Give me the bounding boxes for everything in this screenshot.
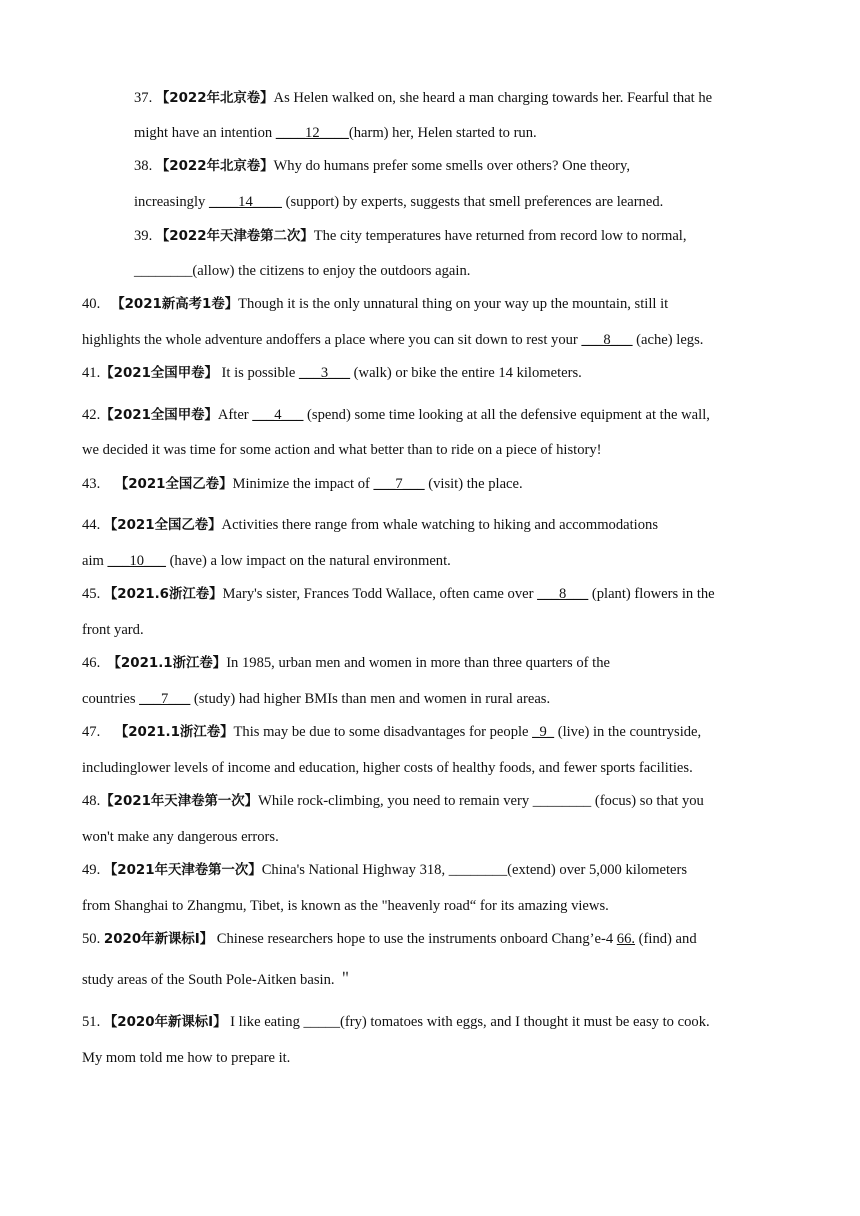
question-51-line-1 xyxy=(82,1012,710,1033)
question-50-line-2 xyxy=(82,970,353,990)
question-49-line-1 xyxy=(82,860,687,881)
question-number: 49. xyxy=(82,862,101,878)
question-source: 【2021.6浙江卷】 xyxy=(103,587,223,602)
question-text: (support) by experts, suggests that smell preferences are learned. xyxy=(281,194,664,210)
question-text: After xyxy=(217,407,253,423)
question-text: Chinese researchers hope to use the instruments onboard Chang’e-4 xyxy=(213,931,617,947)
question-source: 【2020年新课标Ⅰ】 xyxy=(103,1015,227,1030)
question-text: (ache) legs. xyxy=(632,332,704,348)
question-text: Activities there range from whale watching to hiking and accommodations xyxy=(221,517,658,533)
question-50-line-1 xyxy=(82,929,697,950)
question-number: 42. xyxy=(82,407,101,423)
question-source: 【2021全国乙卷】 xyxy=(103,518,222,533)
question-47-line-1 xyxy=(82,722,701,743)
question-39-line-1 xyxy=(134,226,687,247)
question-text: ________(allow) the citizens to enjoy the outdoors again. xyxy=(134,263,471,279)
question-text: increasingly xyxy=(134,194,209,210)
question-43-line-1 xyxy=(82,474,523,495)
question-text: China's National Highway 318, ________(extend) over 5,000 kilometers xyxy=(261,862,688,878)
question-number: 37. xyxy=(134,90,153,106)
question-48-line-2 xyxy=(82,827,279,847)
question-text: includinglower levels of income and education, higher costs of healthy foods, and fewer sports facilities. xyxy=(82,760,693,776)
answer-blank: ___7___ xyxy=(373,476,425,492)
answer-blank: ____12____ xyxy=(275,125,349,141)
question-text: might have an intention xyxy=(134,125,276,141)
question-number: 38. xyxy=(134,158,153,174)
question-text: study areas of the South Pole-Aitken basin. ＂ xyxy=(82,972,353,988)
question-text: (plant) flowers in the xyxy=(588,586,715,602)
question-source: 【2021新高考1卷】 xyxy=(111,297,239,312)
question-38-line-2 xyxy=(134,192,663,212)
question-source: 【2021.1浙江卷】 xyxy=(114,725,234,740)
question-text: While rock-climbing, you need to remain very ________ (focus) so that you xyxy=(258,793,704,809)
question-45-line-1 xyxy=(82,584,715,605)
question-text: (spend) some time looking at all the defensive equipment at the wall, xyxy=(303,407,710,423)
question-49-line-2 xyxy=(82,896,609,916)
question-source: 【2021全国甲卷】 xyxy=(100,408,218,423)
question-number: 44. xyxy=(82,517,101,533)
question-text: (visit) the place. xyxy=(424,476,523,492)
question-text: (have) a low impact on the natural environment. xyxy=(165,553,451,569)
answer-blank: ___3___ xyxy=(298,365,351,381)
question-37-line-1 xyxy=(134,88,712,109)
question-51-line-2 xyxy=(82,1048,290,1068)
answer-blank: ___7___ xyxy=(139,691,191,707)
question-text: highlights the whole adventure andoffers a place where you can sit down to rest your xyxy=(82,332,582,348)
question-source: 【2021全国乙卷】 xyxy=(114,477,233,492)
question-44-line-1 xyxy=(82,515,658,536)
question-text: This may be due to some disadvantages for people xyxy=(233,724,533,740)
question-text: I like eating _____(fry) tomatoes with eggs, and I thought it must be easy to cook. xyxy=(226,1014,710,1030)
question-number: 48. xyxy=(82,793,101,809)
question-text: (walk) or bike the entire 14 kilometers. xyxy=(350,365,582,381)
question-number: 47. xyxy=(82,724,101,740)
question-38-line-1 xyxy=(134,156,630,177)
answer-blank: _9_ xyxy=(532,724,555,740)
question-41-line-1 xyxy=(82,363,582,384)
answer-blank: ____14____ xyxy=(208,194,282,210)
question-text: It is possible xyxy=(217,365,299,381)
question-source: 2020年新课标Ⅰ】 xyxy=(103,932,214,947)
question-46-line-1 xyxy=(82,653,610,674)
question-text: Though it is the only unnatural thing on your way up the mountain, still it xyxy=(238,296,669,312)
question-text: The city temperatures have returned from record low to normal, xyxy=(313,228,687,244)
question-44-line-2 xyxy=(82,551,451,571)
question-source: 【2021全国甲卷】 xyxy=(100,366,218,381)
question-text: won't make any dangerous errors. xyxy=(82,829,279,845)
question-source: 【2021.1浙江卷】 xyxy=(107,656,227,671)
question-40-line-2 xyxy=(82,330,703,350)
question-source: 【2021年天津卷第一次】 xyxy=(103,863,262,878)
question-number: 41. xyxy=(82,365,101,381)
question-text: front yard. xyxy=(82,622,144,638)
answer-blank: 66. xyxy=(616,931,636,947)
question-source: 【2022年北京卷】 xyxy=(155,159,274,174)
question-text: we decided it was time for some action and what better than to ride on a piece of history! xyxy=(82,442,602,458)
question-number: 45. xyxy=(82,586,101,602)
question-46-line-2 xyxy=(82,689,550,709)
question-text: countries xyxy=(82,691,140,707)
question-text: My mom told me how to prepare it. xyxy=(82,1050,291,1066)
question-text: (harm) her, Helen started to run. xyxy=(348,125,537,141)
question-source: 【2021年天津卷第一次】 xyxy=(100,794,259,809)
question-text: from Shanghai to Zhangmu, Tibet, is known as the "heavenly road“ for its amazing views. xyxy=(82,898,609,914)
answer-blank: ___8___ xyxy=(581,332,633,348)
question-text: (study) had higher BMIs than men and women in rural areas. xyxy=(190,691,551,707)
question-source: 【2022年北京卷】 xyxy=(155,91,274,106)
answer-blank: ___10___ xyxy=(107,553,166,569)
question-number: 51. xyxy=(82,1014,101,1030)
question-text: (find) and xyxy=(635,931,697,947)
question-number: 40. xyxy=(82,296,101,312)
question-text: In 1985, urban men and women in more than three quarters of the xyxy=(226,655,610,671)
question-text: Mary's sister, Frances Todd Wallace, often came over xyxy=(222,586,538,602)
question-number: 46. xyxy=(82,655,101,671)
question-47-line-2 xyxy=(82,758,693,778)
question-text: As Helen walked on, she heard a man charging towards her. Fearful that he xyxy=(273,90,713,106)
question-number: 43. xyxy=(82,476,101,492)
question-37-line-2 xyxy=(134,123,537,143)
question-48-line-1 xyxy=(82,791,704,812)
question-40-line-1 xyxy=(82,294,668,315)
question-source: 【2022年天津卷第二次】 xyxy=(155,229,314,244)
question-number: 39. xyxy=(134,228,153,244)
question-text: (live) in the countryside, xyxy=(554,724,702,740)
question-text: Why do humans prefer some smells over others? One theory, xyxy=(273,158,631,174)
question-text: Minimize the impact of xyxy=(232,476,374,492)
answer-blank: ___8___ xyxy=(537,586,589,602)
question-42-line-2 xyxy=(82,440,602,460)
question-45-line-2 xyxy=(82,620,144,640)
question-39-line-2 xyxy=(134,261,470,281)
question-number: 50. xyxy=(82,931,101,947)
question-42-line-1 xyxy=(82,405,710,426)
question-text: aim xyxy=(82,553,108,569)
answer-blank: ___4___ xyxy=(252,407,304,423)
